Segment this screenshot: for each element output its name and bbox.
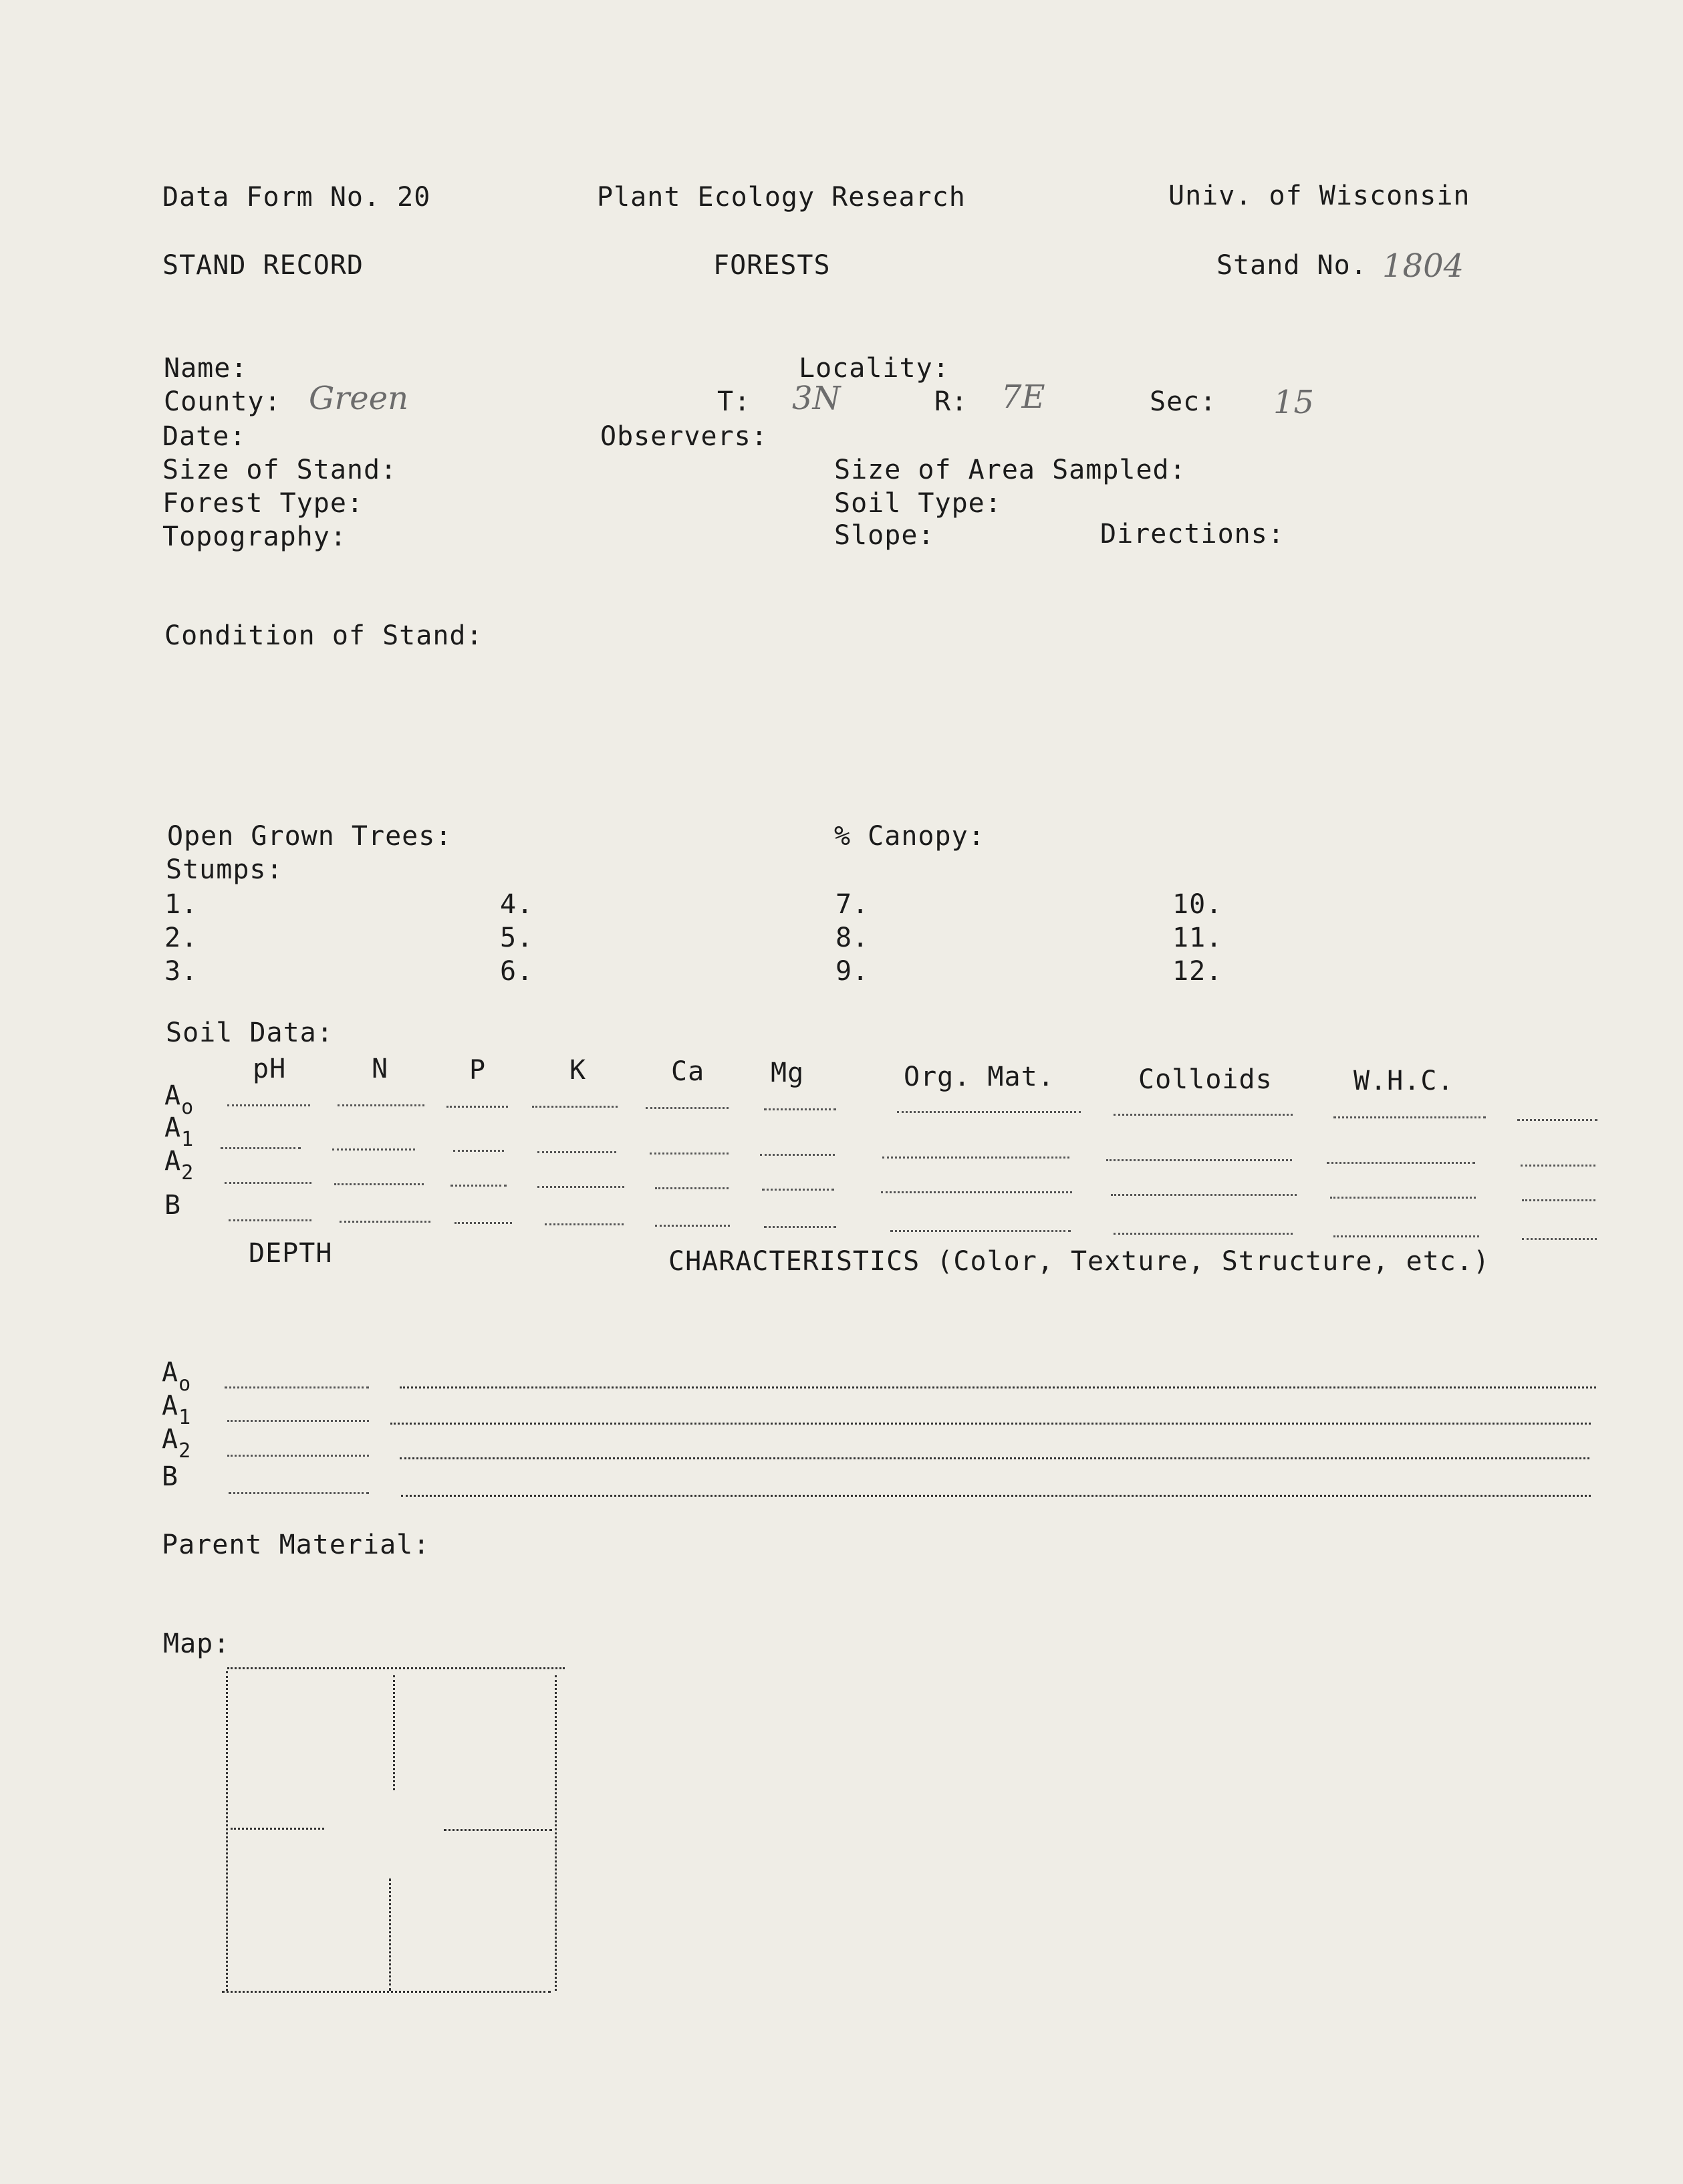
- organization: Plant Ecology Research: [597, 182, 966, 213]
- characteristics-label: CHARACTERISTICS (Color, Texture, Structure, etc.): [668, 1246, 1491, 1277]
- horizon-label: $A_2$: [162, 1424, 192, 1463]
- stump-number: 8.: [835, 923, 870, 953]
- column-header: Org. Mat.: [904, 1062, 1055, 1092]
- slope-label: Slope:: [834, 520, 935, 551]
- horizon-label: $A_o$: [162, 1357, 192, 1396]
- record-title: STAND RECORD: [162, 250, 364, 281]
- size-of-stand-label: Size of Stand:: [162, 455, 398, 485]
- university: Univ. of Wisconsin: [1168, 180, 1470, 211]
- stumps-label: Stumps:: [166, 854, 283, 885]
- soil-data-label: Soil Data:: [166, 1017, 334, 1048]
- column-header: Ca: [671, 1056, 705, 1087]
- map-label: Map:: [163, 1628, 231, 1659]
- county-value: Green: [309, 380, 409, 417]
- column-header: pH: [253, 1054, 287, 1084]
- stump-number: 7.: [835, 889, 870, 920]
- form-number: Data Form No. 20: [162, 182, 431, 213]
- horizon-label: B: [162, 1461, 179, 1492]
- directions-label: Directions:: [1100, 519, 1285, 550]
- section-value: 15: [1273, 384, 1315, 421]
- date-label: Date:: [162, 421, 247, 452]
- stand-number-label: Stand No.: [1216, 250, 1368, 281]
- stand-number-value: 1804: [1382, 247, 1464, 285]
- canopy-label: % Canopy:: [834, 821, 985, 852]
- topography-label: Topography:: [162, 521, 347, 552]
- column-header: N: [372, 1054, 389, 1084]
- stump-number: 10.: [1172, 889, 1223, 920]
- stump-number: 4.: [500, 889, 534, 920]
- horizon-label: $A_1$: [164, 1112, 195, 1151]
- section-label: Sec:: [1150, 386, 1217, 417]
- stump-number: 1.: [164, 889, 199, 920]
- condition-label: Condition of Stand:: [164, 620, 483, 651]
- observers-label: Observers:: [600, 421, 768, 452]
- stump-number: 3.: [164, 956, 199, 987]
- category-title: FORESTS: [713, 250, 831, 281]
- stump-number: 2.: [164, 923, 199, 953]
- stump-number: 12.: [1172, 956, 1223, 987]
- horizon-label: B: [164, 1190, 182, 1221]
- township-value: 3N: [792, 380, 841, 417]
- column-header: Colloids: [1138, 1064, 1273, 1095]
- locality-label: Locality:: [799, 353, 950, 384]
- soil-type-label: Soil Type:: [834, 488, 1002, 519]
- horizon-label: $A_o$: [164, 1080, 195, 1119]
- township-label: T:: [717, 386, 751, 417]
- horizon-label: $A_1$: [162, 1390, 192, 1429]
- county-label: County:: [164, 386, 281, 417]
- stump-number: 9.: [835, 956, 870, 987]
- stump-number: 11.: [1172, 923, 1223, 953]
- column-header: P: [469, 1055, 487, 1086]
- parent-material-label: Parent Material:: [162, 1530, 430, 1560]
- stump-number: 5.: [500, 923, 534, 953]
- open-grown-trees-label: Open Grown Trees:: [167, 821, 452, 852]
- depth-label: DEPTH: [249, 1238, 333, 1269]
- range-value: 7E: [1001, 378, 1045, 416]
- size-of-area-label: Size of Area Sampled:: [834, 455, 1186, 485]
- column-header: K: [569, 1055, 587, 1086]
- forest-type-label: Forest Type:: [162, 488, 364, 519]
- stump-number: 6.: [500, 956, 534, 987]
- horizon-label: $A_2$: [164, 1146, 195, 1185]
- range-label: R:: [934, 386, 968, 417]
- column-header: Mg: [771, 1058, 805, 1088]
- name-label: Name:: [164, 353, 248, 384]
- column-header: W.H.C.: [1353, 1066, 1454, 1096]
